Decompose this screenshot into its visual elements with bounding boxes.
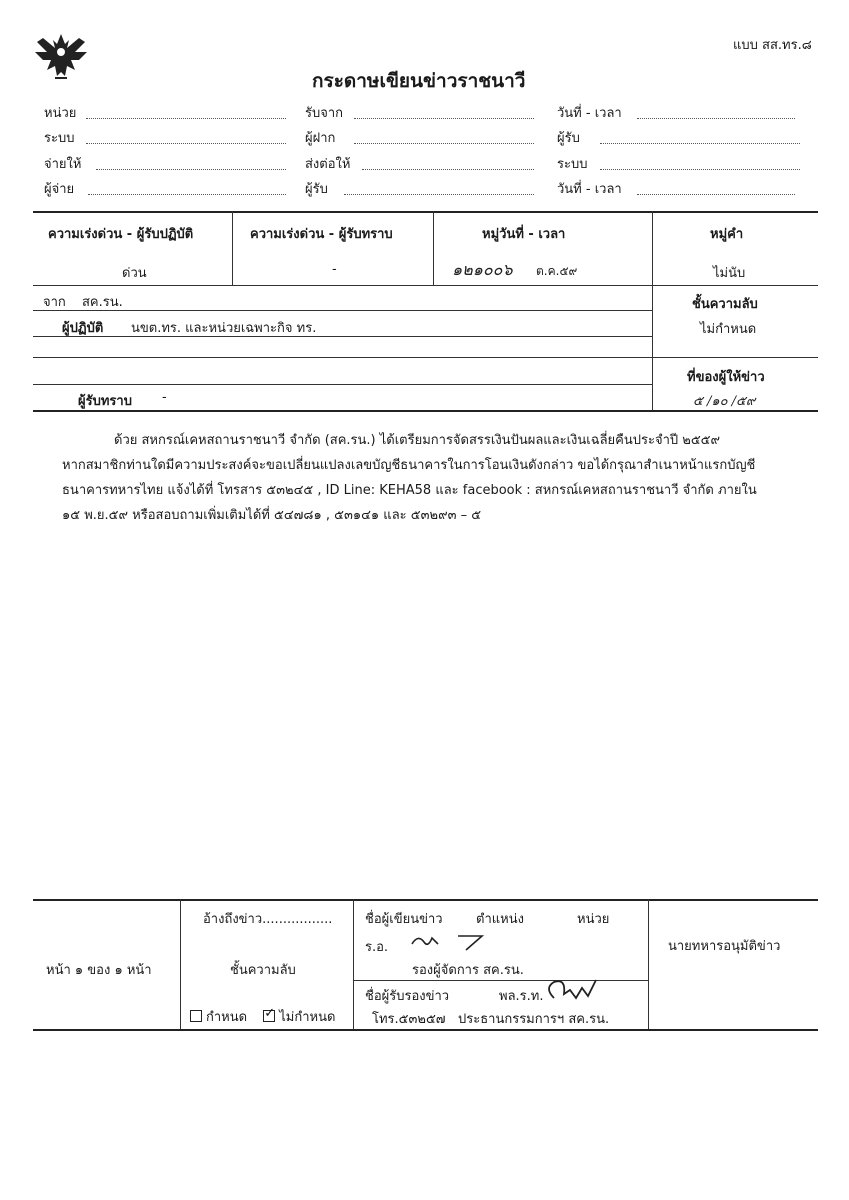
undefined-option-label: ไม่กำหนด: [279, 1010, 336, 1025]
payer-field[interactable]: [88, 194, 286, 195]
depositor-field[interactable]: [354, 143, 534, 144]
pay-to-label: จ่ายให้: [44, 157, 82, 172]
footer-divider-2: [353, 899, 354, 1029]
datetime-month-value: ต.ค.๕๙: [536, 264, 578, 278]
row-line-5: [33, 384, 652, 385]
footer-divider-1: [180, 899, 181, 1029]
table-top-border: [33, 211, 818, 213]
garuda-emblem: [33, 30, 89, 82]
pay-to-field[interactable]: [96, 169, 286, 170]
word-group-value: ไม่นับ: [713, 266, 746, 281]
forward-to-field[interactable]: [362, 169, 534, 170]
col-divider-1: [232, 211, 233, 286]
certifier-label: ชื่อผู้รับรองข่าว: [365, 989, 450, 1004]
footer-divider-3: [648, 899, 649, 1029]
action-recipient-value: นขต.ทร. และหน่วยเฉพาะกิจ ทร.: [131, 321, 317, 336]
certifier-rank: พล.ร.ท.: [499, 989, 544, 1004]
date-time-field-1[interactable]: [637, 118, 795, 119]
message-body: [62, 428, 792, 528]
from-value: สค.รน.: [82, 295, 123, 310]
receiver-field-2[interactable]: [344, 194, 534, 195]
writer-unit-header: หน่วย: [577, 912, 610, 927]
depositor-label: ผู้ฝาก: [305, 131, 336, 146]
footer-inner-line: [353, 980, 648, 981]
undefined-checkbox[interactable]: [263, 1010, 275, 1022]
certifier-phone: โทร.๕๓๒๕๗: [372, 1012, 446, 1027]
page-indicator: หน้า ๑ ของ ๑ หน้า: [46, 963, 152, 978]
urgency-info-value: -: [332, 262, 337, 277]
sender-ref-value: ๕ /๑๐ /๕๙: [693, 394, 756, 409]
row-line-1: [33, 285, 818, 286]
row-line-3: [33, 336, 652, 337]
unit-field[interactable]: [86, 118, 286, 119]
system-field-1[interactable]: [86, 143, 286, 144]
datetime-group-value: ๑๒๑๐๐๖: [452, 260, 513, 279]
writer-rank: ร.อ.: [365, 940, 389, 955]
sender-ref-label: ที่ของผู้ให้ข่าว: [687, 370, 765, 385]
message-line-1: ด้วย สหกรณ์เคหสถานราชนาวี จำกัด (สค.รน.) ได้เตรียมการจัดสรรเงินปันผลและเงินเฉลี่ยคืนประจำปี ๒๕๕๙: [114, 433, 721, 448]
writer-position-header: ตำแหน่ง: [476, 912, 524, 927]
date-time-field-2[interactable]: [637, 194, 795, 195]
receiver-label-2: ผู้รับ: [305, 182, 328, 197]
received-from-label: รับจาก: [305, 106, 344, 121]
message-line-4: ๑๕ พ.ย.๕๙ หรือสอบถามเพิ่มเติมได้ที่ ๕๔๗๘๑ , ๕๓๑๔๑ และ ๕๓๒๙๓ – ๕: [62, 508, 482, 523]
payer-label: ผู้จ่าย: [44, 182, 75, 197]
info-recipient-label: ผู้รับทราบ: [78, 394, 132, 409]
urgency-action-header: ความเร่งด่วน - ผู้รับปฏิบัติ: [48, 227, 194, 242]
writer-signature: [408, 930, 498, 952]
footer-top-border: [33, 899, 818, 901]
forward-to-label: ส่งต่อให้: [305, 157, 351, 172]
system-field-2[interactable]: [600, 169, 800, 170]
writer-name-header: ชื่อผู้เขียนข่าว: [365, 912, 443, 927]
unit-label: หน่วย: [44, 106, 77, 121]
urgency-action-value: ด่วน: [122, 266, 147, 281]
system-label-2: ระบบ: [557, 157, 588, 172]
urgency-info-header: ความเร่งด่วน - ผู้รับทราบ: [250, 227, 393, 242]
writer-position: รองผู้จัดการ สค.รน.: [412, 963, 524, 978]
certifier-signature: [540, 976, 600, 1004]
received-from-field[interactable]: [354, 118, 534, 119]
form-code: แบบ สส.ทร.๘: [733, 38, 812, 53]
classification-value: ไม่กำหนด: [700, 322, 757, 337]
certifier-position: ประธานกรรมการฯ สค.รน.: [458, 1012, 610, 1027]
message-line-3: ธนาคารทหารไทย แจ้งได้ที่ โทรสาร ๕๓๒๔๕ , ID Line: KEHA58 และ facebook : สหกรณ์เคหสถานราชนาวี จำกัด ภายใน: [62, 483, 757, 498]
datetime-group-header: หมู่วันที่ - เวลา: [482, 227, 566, 242]
defined-option-label: กำหนด: [206, 1010, 248, 1025]
receiver-field-1[interactable]: [600, 143, 800, 144]
classification-options: [190, 1006, 335, 1027]
system-label-1: ระบบ: [44, 131, 75, 146]
defined-checkbox[interactable]: [190, 1010, 202, 1022]
word-group-header: หมู่คำ: [710, 227, 744, 242]
info-recipient-value: -: [162, 390, 167, 405]
classification-label: ชั้นความลับ: [692, 297, 758, 312]
col-divider-3: [652, 211, 653, 411]
footer-classification-label: ชั้นความลับ: [230, 963, 296, 978]
action-recipient-label: ผู้ปฏิบัติ: [62, 321, 104, 336]
row-line-2: [33, 310, 652, 311]
from-label: จาก: [43, 295, 66, 310]
col-divider-2: [433, 211, 434, 286]
receiver-label-1: ผู้รับ: [557, 131, 580, 146]
approving-officer-label: นายทหารอนุมัติข่าว: [668, 939, 781, 954]
date-time-label-1: วันที่ - เวลา: [557, 106, 622, 121]
message-line-2: หากสมาชิกท่านใดมีความประสงค์จะขอเปลี่ยนแปลงเลขบัญชีธนาคารในการโอนเงินดังกล่าว ขอได้กรุณาสำเนาหน้าแรกบัญชี: [62, 458, 756, 473]
footer-bottom-border: [33, 1029, 818, 1031]
date-time-label-2: วันที่ - เวลา: [557, 182, 622, 197]
reference-message: อ้างถึงข่าว.................: [203, 912, 333, 927]
row-line-4: [33, 357, 818, 358]
page-title: กระดาษเขียนข่าวราชนาวี: [312, 70, 526, 92]
